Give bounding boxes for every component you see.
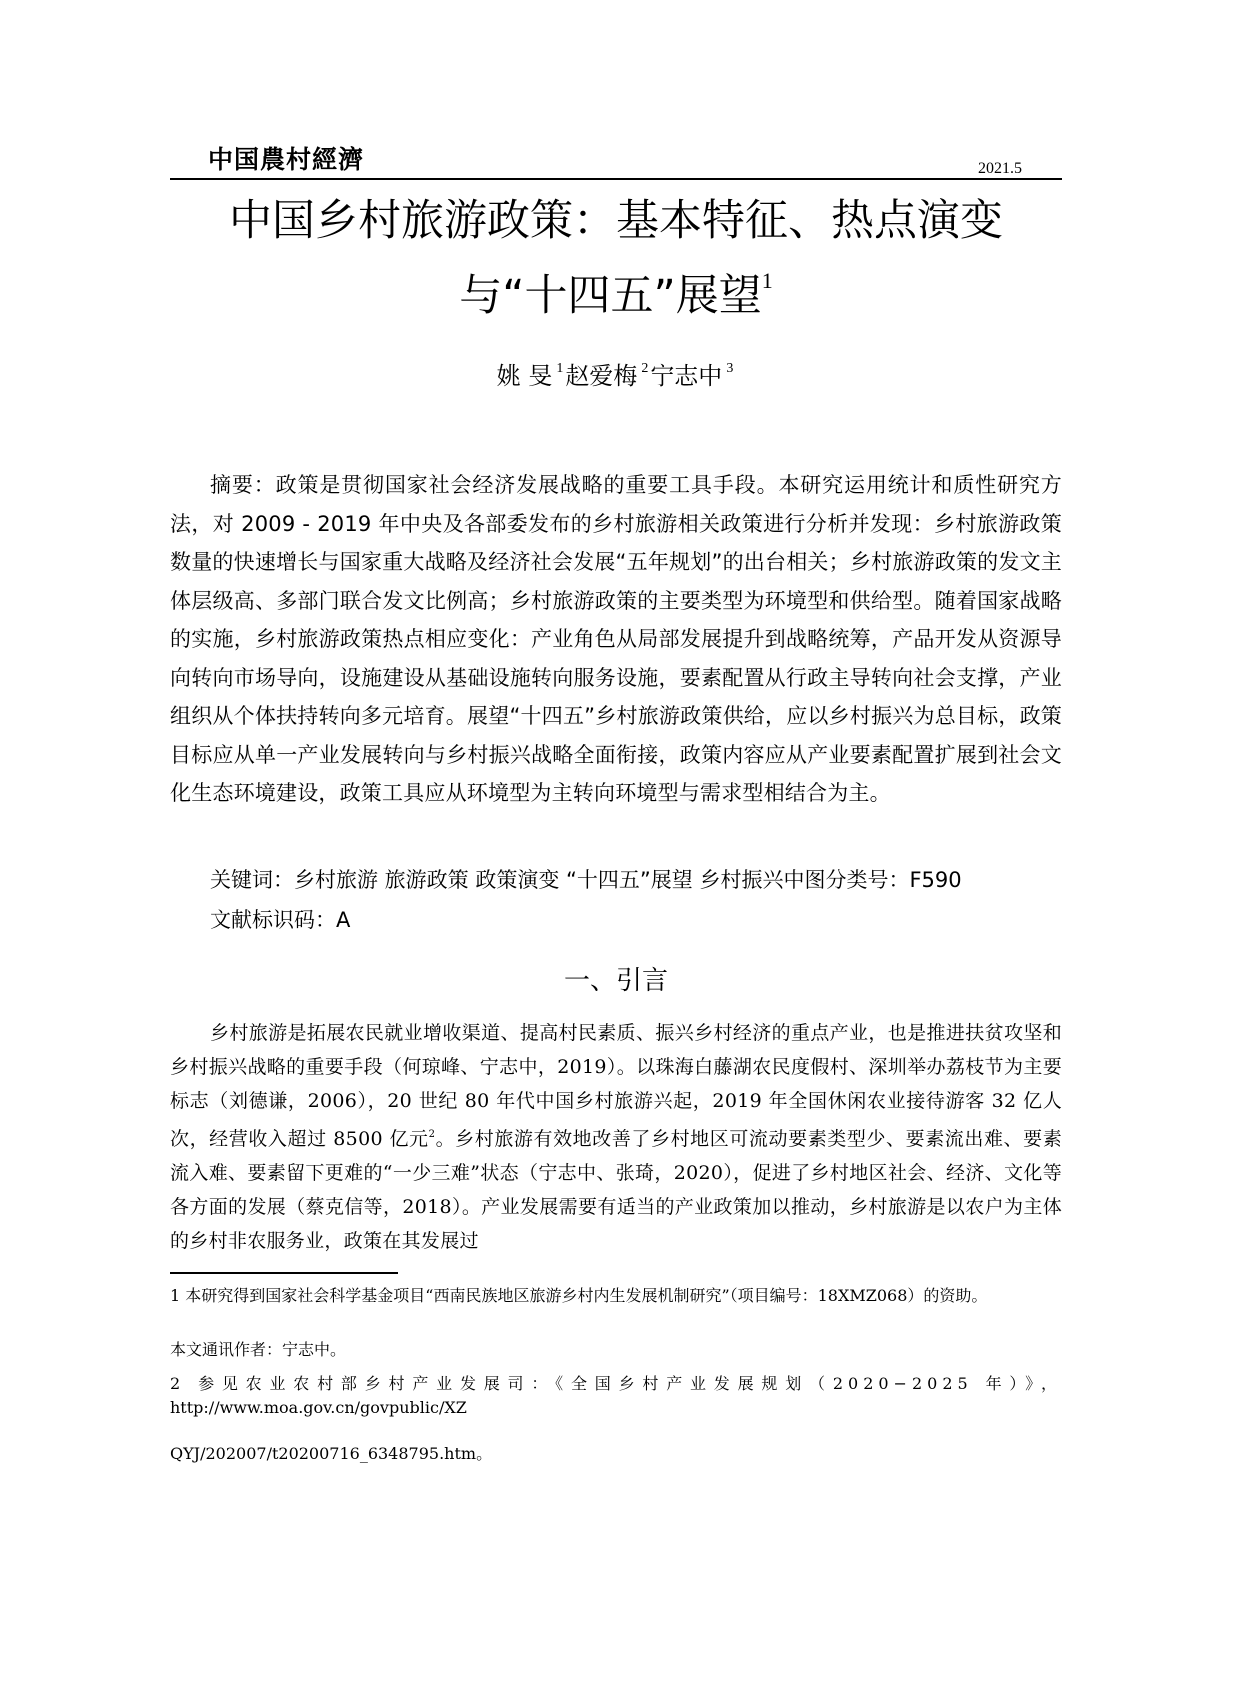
author-name: 姚 旻 — [496, 362, 553, 390]
author-affiliation-mark: 1 — [556, 361, 564, 376]
body-text: 乡村旅游是拓展农民就业增收渠道、提高村民素质、振兴乡村经济的重点产业，也是推进扶贫攻坚和乡村振兴战略的重要手段（何琼峰、宁志中，2019）。以珠海白藤湖农民度假村、深圳举办荔枝节为主要标志（刘德谦，2006），20 世纪 80 年代中国乡村旅游兴起，2019 年全国休闲农业接待游客 32 亿人次，经营收入超过 8500 亿元 — [170, 1022, 1062, 1150]
keywords-line: 关键词：乡村旅游 旅游政策 政策演变 “十四五”展望 乡村振兴中图分类号：F590 — [210, 868, 962, 892]
footnote-2: 2 参见农业农村部乡村产业发展司：《全国乡村产业发展规划（2020−2025 年）》， — [170, 1374, 1062, 1393]
footnote-2-url-continued[interactable]: QYJ/202007/t20200716_6348795.htm。 — [170, 1444, 493, 1463]
section-heading: 一、引言 — [563, 966, 668, 996]
journal-header — [170, 138, 1062, 180]
paper-title-line-2-text: 与“十四五”展望 — [459, 271, 762, 321]
issue-number: 2021.5 — [978, 160, 1022, 177]
body-footnote-mark: 2 — [428, 1129, 436, 1140]
footnote-2-url[interactable]: http://www.moa.gov.cn/govpublic/XZ — [170, 1398, 467, 1417]
author-affiliation-mark: 3 — [726, 361, 734, 376]
body-paragraph — [170, 1016, 1062, 1258]
body-text-continued: 。乡村旅游有效地改善了乡村地区可流动要素类型少、要素流出难、要素流入难、要素留下更难的“一少三难”状态（宁志中、张琦，2020），促进了乡村地区社会、经济、文化等各方面的发展（蔡克信等，2018）。产业发展需要有适当的产业政策加以推动，乡村旅游是以农户为主体的乡村非农服务业，政策在其发展过 — [170, 1128, 1062, 1252]
corresponding-author-note: 本文通讯作者：宁志中。 — [170, 1340, 347, 1359]
paper-title-line-1: 中国乡村旅游政策：基本特征、热点演变 — [229, 196, 1003, 246]
author-affiliation-mark: 2 — [641, 361, 649, 376]
footnote-1: 1 本研究得到国家社会科学基金项目“西南民族地区旅游乡村内生发展机制研究”（项目编号：18XMZ068）的资助。 — [170, 1286, 988, 1305]
document-code: 文献标识码：A — [210, 908, 351, 932]
footnote-divider — [170, 1272, 398, 1274]
abstract: 摘要：政策是贯彻国家社会经济发展战略的重要工具手段。本研究运用统计和质性研究方法，对 2009 - 2019 年中央及各部委发布的乡村旅游相关政策进行分析并发现：乡村旅游政策数量的快速增长与国家重大战略及经济社会发展“五年规划”的出台相关；乡村旅游政策的发文主体层级高、多部门联合发文比例高；乡村旅游政策的主要类型为环境型和供给型。随着国家战略的实施，乡村旅游政策热点相应变化：产业角色从局部发展提升到战略统筹，产品开发从资源导向转向市场导向，设施建设从基础设施转向服务设施，要素配置从行政主导转向社会支撑，产业组织从个体扶持转向多元培育。展望“十四五”乡村旅游政策供给，应以乡村振兴为总目标，政策目标应从单一产业发展转向与乡村振兴战略全面衔接，政策内容应从产业要素配置扩展到社会文化生态环境建设，政策工具应从环境型为主转向环境型与需求型相结合为主。 — [170, 473, 1062, 805]
author-name: 赵爱梅 — [565, 362, 638, 390]
title-footnote-mark: 1 — [761, 268, 773, 293]
author-name: 宁志中 — [650, 362, 723, 390]
journal-logo: 中国農村經濟 — [208, 145, 365, 174]
paper-title-line-2 — [170, 268, 1062, 321]
author-list — [170, 356, 1062, 391]
